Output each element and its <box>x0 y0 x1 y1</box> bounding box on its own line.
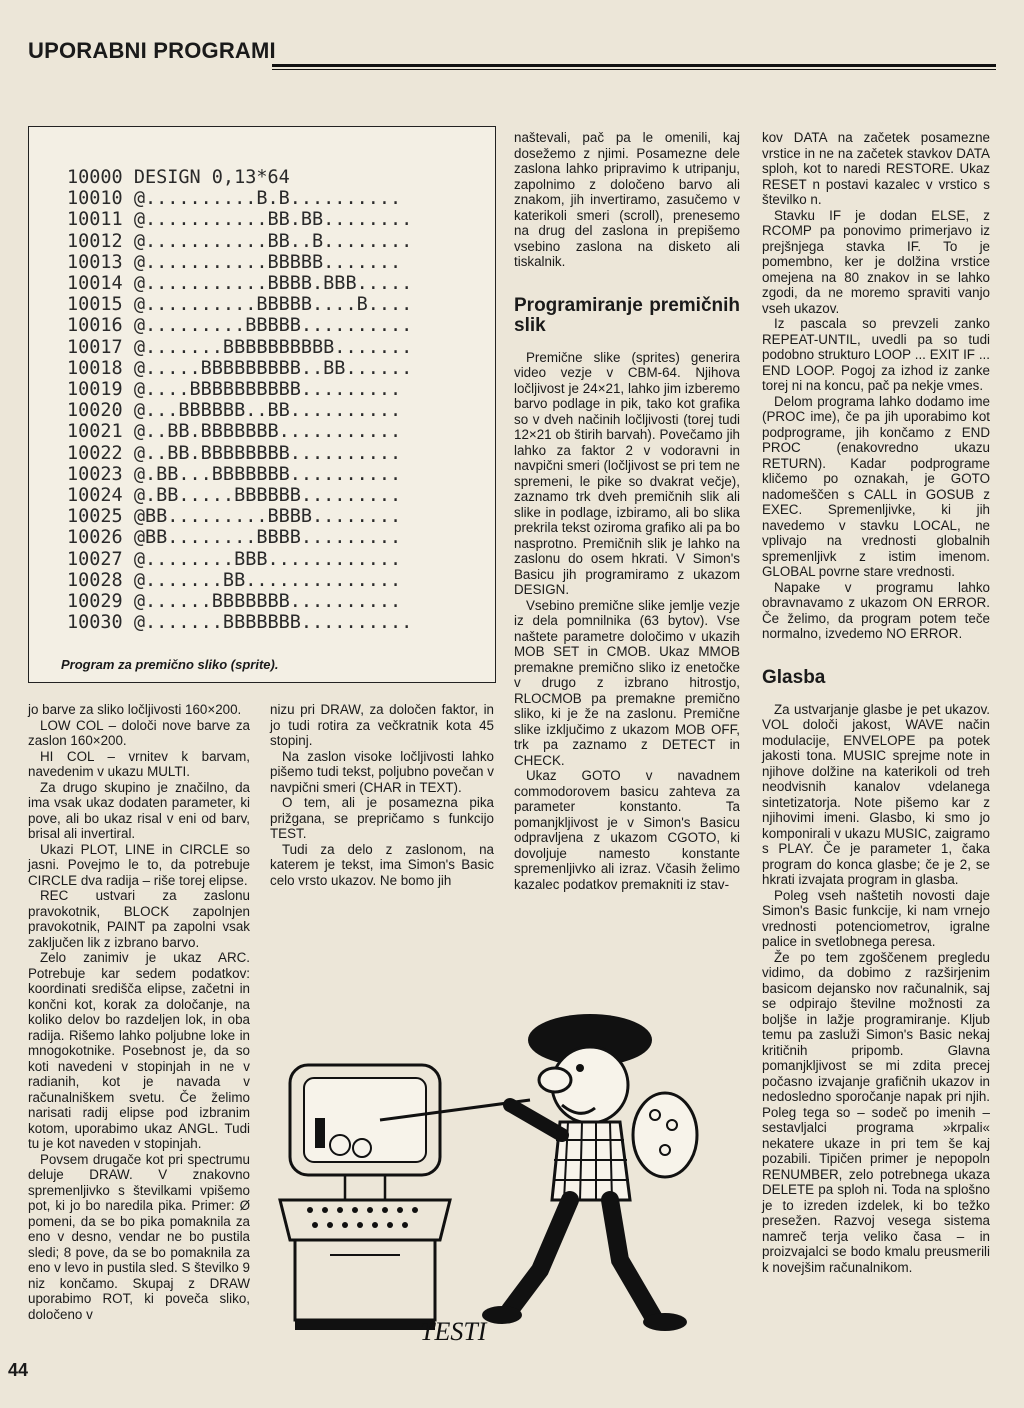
section-title: UPORABNI PROGRAMI <box>28 38 276 63</box>
paragraph: O tem, ali je posamezna pika prižgana, se prepričamo s funkcijo TEST. <box>270 795 494 841</box>
paragraph: Iz pascala so prevzeli zanko REPEAT-UNTIL, uvedli pa so tudi podobno strukturo LOOP ... EXIT IF ... END LOOP. Pogoj za izhod iz zanke torej ni na koncu, pač pa nekje vmes. <box>762 316 990 393</box>
paragraph: Ukazi PLOT, LINE in CIRCLE so jasni. Povejmo le to, da potrebuje CIRCLE dva radija – riše torej elipse. <box>28 841 250 888</box>
listing-line: 10026 @BB........BBBB......... <box>67 527 402 549</box>
listing-caption: Program za premično sliko (sprite). <box>61 657 279 672</box>
paragraph: Na zaslon visoke ločljivosti lahko pišemo tudi tekst, poljubno povečan v navpični smeri (CHAR in TEXT). <box>270 748 494 795</box>
subhead-music: Glasba <box>762 666 826 688</box>
paragraph: Poleg vseh naštetih novosti daje Simon's Basic funkcije, ki nam vrnejo vrednosti potenciometrov, igralne palice in svetlobnega peresa. <box>762 887 990 949</box>
paragraph: Povsem drugače kot pri spectrumu deluje DRAW. V znakovno spremenljivko s številkami vpišemo pot, ki jo bo naredila pika. Primer: Ø pomeni, da se bo pika pomaknila za eno v desno, vendar ne bo pustila sledi; 8 pove, da se bo pomaknila za eno v levo in pustila sled. S številko 9 niz končamo. Skupaj z DRAW uporabimo ROT, ki poveča sliko, določeno v <box>28 1151 250 1322</box>
listing-line: 10023 @.BB...BBBBBBB.......... <box>67 463 402 485</box>
listing-line: 10012 @...........BB..B........ <box>67 230 413 252</box>
paragraph: Za drugo skupino je značilno, da ima vsak ukaz dodaten parameter, ki pove, ali bo ukaz risal v eni od barv, brisal ali invertiral. <box>28 779 250 841</box>
paragraph: LOW COL – določi nove barve za zaslon 160×200. <box>28 717 250 748</box>
paragraph: REC ustvari za zaslonu pravokotnik, BLOCK zapolnjen pravokotnik, PAINT pa zapolni vsak zaključen lik z izbrano barvo. <box>28 888 250 950</box>
listing-line: 10013 @...........BBBBB....... <box>67 251 402 273</box>
paragraph: Zelo zanimiv je ukaz ARC. Potrebuje kar sedem podatkov: koordinati središča elipse, začetni in končni kot, korak za določanje, na koliko delov bo razdeljen lok, in oba radija. Rišemo lahko poljubne loke in mnogokotnike. Posebnost je, da so koti navedeni v stopinjah in ne v radianih, kot je navada v računalniškem svetu. Če želimo narisati radij elipse pod izbranim kotom, uporabimo ukaz ANGL. Tudi tu je kot naveden v stopinjah. <box>28 950 250 1151</box>
listing-line: 10014 @...........BBBB.BBB..... <box>67 273 413 295</box>
text-column-4 <box>762 130 990 1275</box>
listing-line: 10010 @..........B.B.......... <box>67 188 402 210</box>
page-number: 44 <box>8 1360 29 1380</box>
listing-line: 10020 @...BBBBBB..BB.......... <box>67 400 402 422</box>
paragraph: HI COL – vrnitev k barvam, navedenim v ukazu MULTI. <box>28 748 250 779</box>
paragraph: nizu pri DRAW, za določen faktor, in jo tudi rotira za večkratnik kota 45 stopinj. <box>270 702 494 748</box>
listing-line: 10029 @......BBBBBBB.......... <box>67 591 402 613</box>
paragraph: naštevali, pač pa le omenili, kaj dosežemo z njimi. Posamezne dele zaslona lahko pripravimo k utripanju, zapolnimo z določeno barvo ali znakom, jih invertiramo, zasučemo v katerikoli smeri (scroll), prenesemo na drug del zaslona in prepišemo vsebino zaslona na disketo ali tiskalnik. <box>514 130 740 269</box>
subhead-sprites: Programiranje premičnih slik <box>514 294 740 336</box>
program-listing-box <box>28 126 496 683</box>
listing-line: 10015 @..........BBBBB....B.... <box>67 294 413 316</box>
palette-icon <box>633 1093 697 1177</box>
text-column-2 <box>270 702 494 888</box>
listing-line: 10025 @BB.........BBBB........ <box>67 506 402 528</box>
paragraph: jo barve za sliko ločljivosti 160×200. <box>28 702 242 717</box>
paragraph: Delom programa lahko dodamo ime (PROC ime), če pa jih uporabimo kot podprograme, jih končamo z END PROC (enakovredno ukazu RETURN). Kadar podprograme kličemo po oznakah, je GOTO nadomeščen s CALL in GOSUB z EXEC. Spremenljivke, ki jih navedemo v stavku LOCAL, ne vplivajo na vrednosti globalnih spremenljivk z istim imenom. GLOBAL povrne stare vrednosti. <box>762 393 990 579</box>
paragraph: Vsebino premične slike jemlje vezje iz dela pomnilnika (63 bytov). Vse naštete parametre določimo v ukazih MOB SET in CMOB. Ukaz MMOB premakne premično sliko iz enetočke v drugo z izbrano hitrostjo, RLOCMOB pa premakne premično sliko, ki je že na zaslonu. Premične slike izključimo z ukazom MOB OFF, trk pa zaznamo z DETECT in CHECK. <box>514 597 740 768</box>
paragraph: Stavku IF je dodan ELSE, z RCOMP pa ponovimo primerjavo iz prejšnjega stavka IF. To je pomembno, ker je dolžina vrstice omejena na 80 znakov in se lahko zgodi, da ne moremo spraviti vanjo vseh ukazov. <box>762 207 990 316</box>
artist-signature: TESTI <box>420 1317 487 1346</box>
listing-line: 10028 @.......BB.............. <box>67 569 402 591</box>
listing-line: 10016 @.........BBBBB.......... <box>67 315 413 337</box>
cartoon-illustration <box>270 1010 750 1360</box>
listing-line: 10000 DESIGN 0,13*64 <box>67 167 290 188</box>
listing-line: 10018 @.....BBBBBBBBB..BB...... <box>67 357 413 379</box>
text-column-3 <box>514 130 740 892</box>
paragraph: Tudi za delo z zaslonom, na katerem je tekst, ima Simon's Basic celo vrsto ukazov. Ne bomo jih <box>270 841 494 888</box>
listing-line: 10019 @....BBBBBBBBBB......... <box>67 379 402 401</box>
listing-line: 10030 @.......BBBBBBB.......... <box>67 612 413 634</box>
listing-line: 10024 @.BB.....BBBBBB......... <box>67 485 402 507</box>
paragraph: Premične slike (sprites) generira video vezje v CBM-64. Njihova ločljivost je 24×21, lahko jim izberemo barvo podlage in pik, tako kot grafika so v dveh načinih ločljivosti (torej tudi 12×21 ob štirih barvah). Povečamo jih lahko za faktor 2 v vodoravni in navpični smeri (ločljivost se pri tem ne spremeni, le pike so dvakrat večje), zaznamo trk dveh premičnih slik ali slike in podlage, izbiramo, ali bo slika prekrila tekst oziroma grafiko ali pa bo nasprotno. Premičnih slik je lahko na zaslonu do osem hkrati. V Simon's Basicu jih programiramo z ukazom DESIGN. <box>514 349 740 597</box>
listing-line: 10017 @.......BBBBBBBBBB....... <box>67 336 413 358</box>
listing-line: 10022 @..BB.BBBBBBBB.......... <box>67 442 402 464</box>
listing-line: 10011 @...........BB.BB........ <box>67 209 413 231</box>
paragraph: Za ustvarjanje glasbe je pet ukazov. VOL določi jakost, WAVE način modulacije, ENVELOPE pa potek jakosti tona. MUSIC sprejme note in njihove dolžine na katerikoli od treh neodvisnih kanalov vdelanega sintetizatorja. Note pišemo kar z njihovimi imeni. Glasbo, ki smo jo komponirali v ukazu MUSIC, zaigramo s PLAY. Če je parameter 1, čaka program do konca glasbe; če je 2, se hkrati izvajata program in glasba. <box>762 701 990 887</box>
header-rule <box>272 64 996 70</box>
program-listing <box>67 167 412 633</box>
paragraph: Ukaz GOTO v navadnem commodorovem basicu zahteva za parameter konstanto. Ta pomanjkljivost je v Simon's Basicu odpravljena z ukazom CGOTO, ki dovoljuje namesto konstante spremenljivko ali izraz. Včasih želimo kazalec podatkov premakniti iz stav- <box>514 768 740 892</box>
paragraph: Napake v programu lahko obravnavamo z ukazom ON ERROR. Če želimo, da program potem teče normalno, izvedemo NO ERROR. <box>762 579 990 641</box>
paragraph: Že po tem zgoščenem pregledu vidimo, da dobimo z razširjenim basicom dejansko nov računalnik, saj se odpirajo številne možnosti za boljše in lažje programiranje. Kljub temu pa zasluži Simon's Basic nekaj kritičnih pripomb. Glavna pomanjkljivost se mi zdita precej počasno izvajanje grafičnih ukazov in nedosledno sporočanje napak pri njih. Poleg tega so – sodeč po imenih – sestavljalci programa »krpali« nekatere ukaze in pri tem še kaj pozabili. Tipičen primer je nepopoln RENUMBER, zelo potrebnega ukaza DELETE pa sploh ni. Toda na splošno je to izreden izdelek, ki bo težko presežen. Razvoj vesega sistema namreč terja veliko časa – in proizvajalci se bodo kmalu preusmerili k novejšim računalnikom. <box>762 949 990 1275</box>
text-column-1 <box>28 702 250 1322</box>
listing-line: 10027 @........BBB............ <box>67 548 402 570</box>
paragraph: kov DATA na začetek posamezne vrstice in ne na začetek stavkov DATA sploh, kot to naredi RESTORE. Ukaz RESET n postavi kazalec v vrstico s številko n. <box>762 130 990 207</box>
listing-line: 10021 @..BB.BBBBBBB........... <box>67 421 402 443</box>
